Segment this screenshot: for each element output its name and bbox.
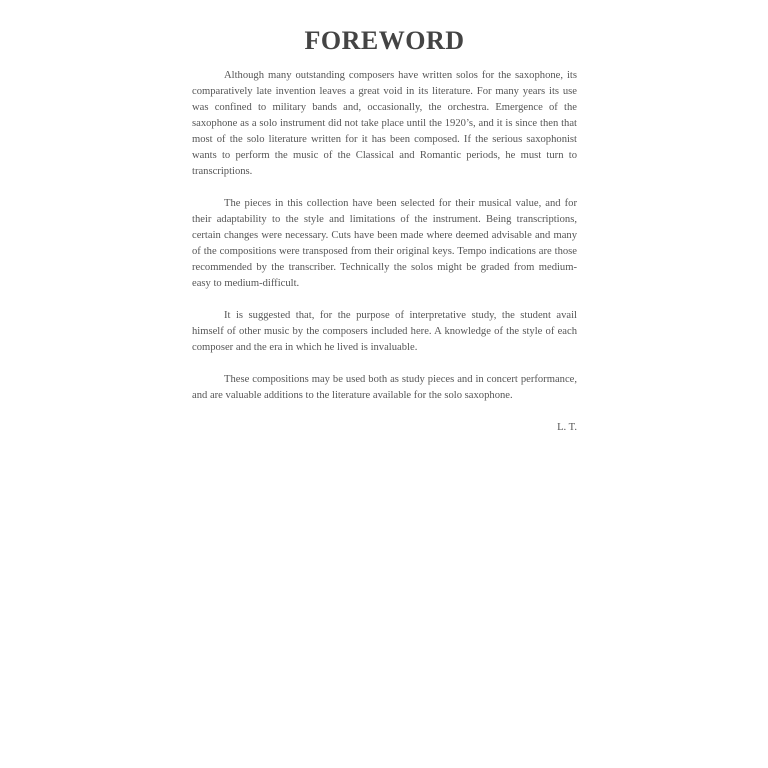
- foreword-body: [192, 68, 577, 436]
- page-title: FOREWORD: [304, 26, 465, 55]
- paragraph-1: Although many outstanding composers have written solos for the saxophone, its comparatively late invention leaves a great void in its literature. For many years its use was confined to military bands and, occasionally, the orchestra. Emergence of the saxophone as a solo instrument did not take place until the 1920’s, and it is since then that most of the solo literature written for it has been composed. If the serious saxophonist wants to perform the music of the Classical and Romantic periods, he must turn to transcriptions.: [192, 70, 577, 177]
- paragraph-2: The pieces in this collection have been selected for their musical value, and for their adaptability to the style and limitations of the instrument. Being transcriptions, certain changes were necessary. Cuts have been made where deemed advisable and many of the compositions were transposed from their original keys. Tempo indications are those recommended by the transcriber. Technically the solos might be graded from medium-easy to medium-difficult.: [192, 198, 577, 289]
- author-initials: L. T.: [557, 422, 577, 433]
- paragraph-4: These compositions may be used both as study pieces and in concert performance, and are valuable additions to the literature available for the solo saxophone.: [192, 374, 577, 401]
- paragraph-3: It is suggested that, for the purpose of interpretative study, the student avail himself of other music by the composers included here. A knowledge of the style of each composer and the era in which he lived is invaluable.: [192, 310, 577, 353]
- foreword-page: [192, 26, 577, 436]
